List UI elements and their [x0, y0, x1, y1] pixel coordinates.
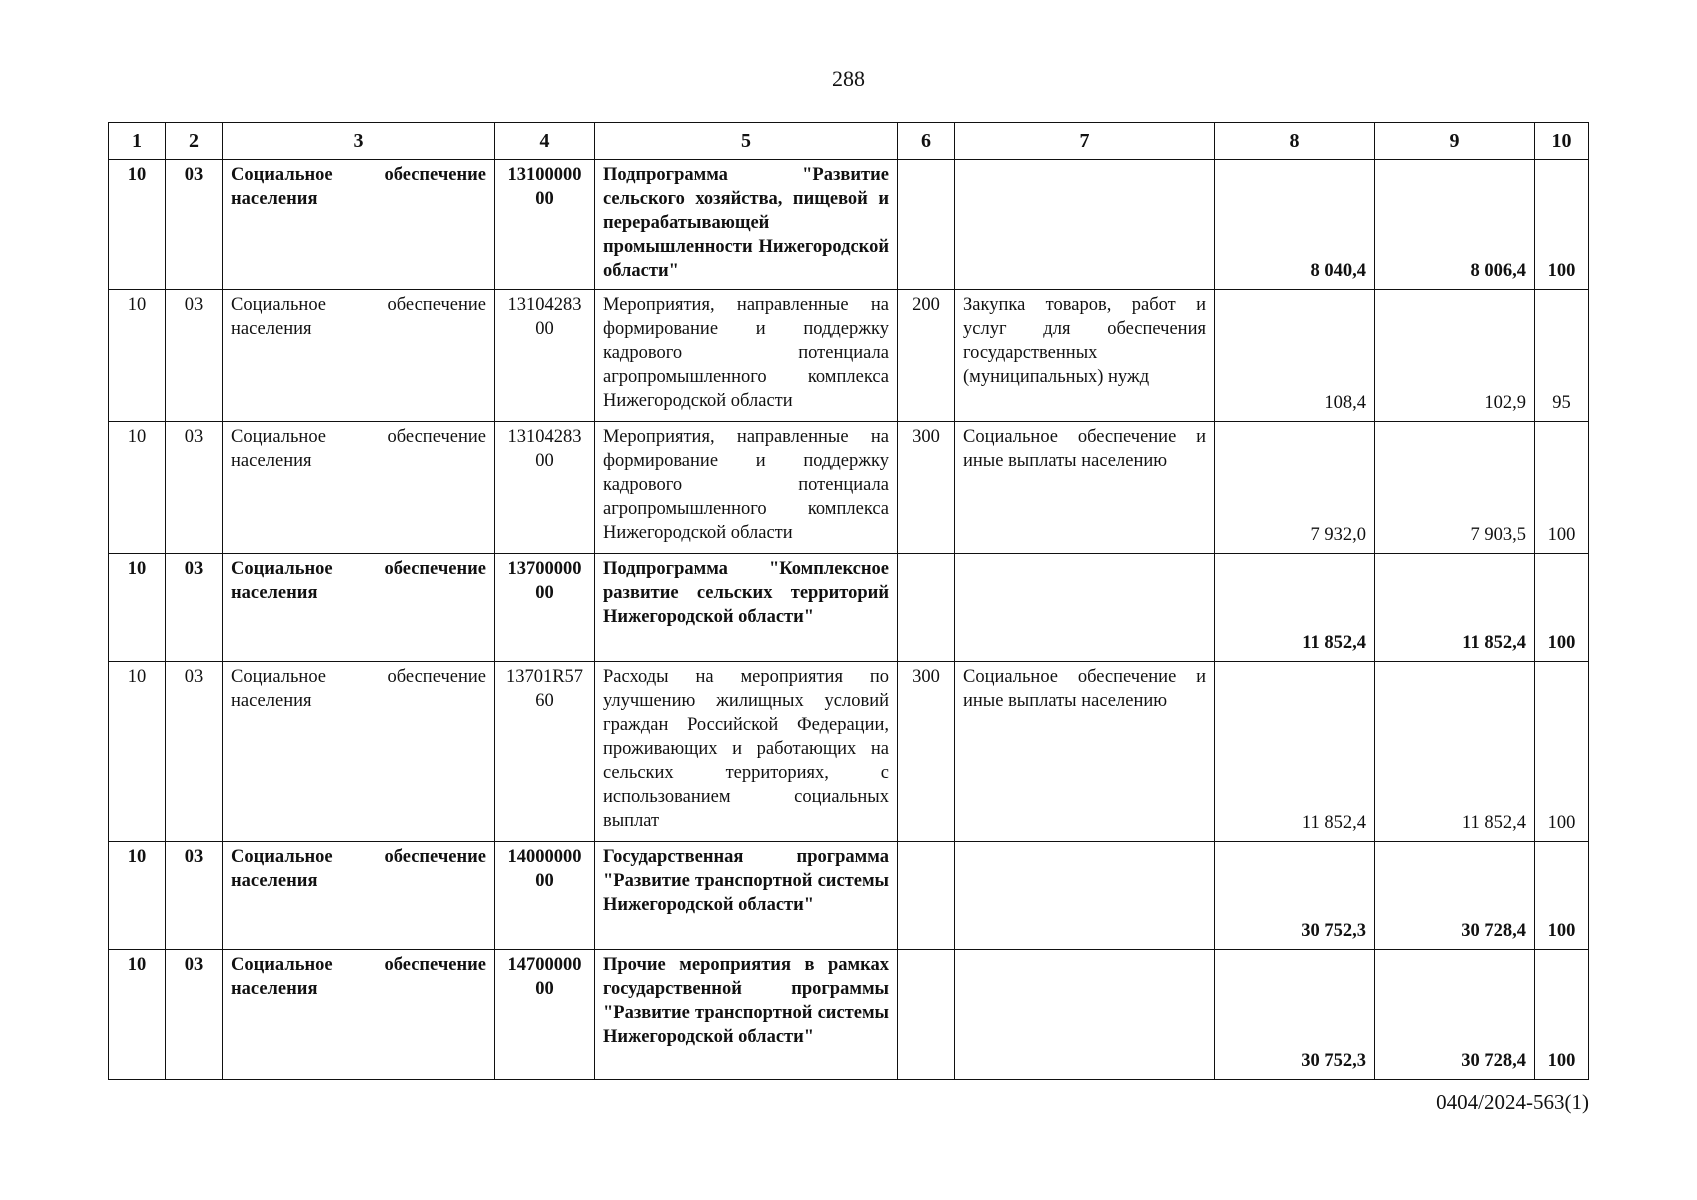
target-article-cell: 1470000000: [495, 950, 595, 1080]
col-header-6: 6: [898, 123, 955, 160]
target-article-cell: 13701R5760: [495, 662, 595, 842]
col-header-5: 5: [595, 123, 898, 160]
section-name-cell: Социальное обеспечение населения: [223, 950, 495, 1080]
subsection-code-cell: 03: [166, 554, 223, 662]
target-article-cell: 1310000000: [495, 160, 595, 290]
section-name-cell: Социальное обеспечение населения: [223, 662, 495, 842]
col-header-10: 10: [1535, 123, 1589, 160]
col-header-9: 9: [1375, 123, 1535, 160]
planned-amount-cell: 8 040,4: [1215, 160, 1375, 290]
section-code-cell: 10: [109, 160, 166, 290]
article-name-cell: Мероприятия, направленные на формирование и поддержку кадрового потенциала агропромышленного комплекса Нижегородской области: [595, 290, 898, 422]
article-name-cell: Подпрограмма "Комплексное развитие сельских территорий Нижегородской области": [595, 554, 898, 662]
target-article-cell: 1370000000: [495, 554, 595, 662]
target-article-cell: 1400000000: [495, 842, 595, 950]
article-name-cell: Государственная программа "Развитие транспортной системы Нижегородской области": [595, 842, 898, 950]
expense-type-code-cell: 300: [898, 422, 955, 554]
table-row: [109, 160, 1589, 290]
actual-amount-cell: 8 006,4: [1375, 160, 1535, 290]
expense-type-name-cell: [955, 160, 1215, 290]
table-row: [109, 842, 1589, 950]
planned-amount-cell: 11 852,4: [1215, 554, 1375, 662]
page-number: 288: [832, 66, 865, 91]
actual-amount-cell: 11 852,4: [1375, 554, 1535, 662]
execution-percent-cell: 100: [1535, 422, 1589, 554]
col-header-4: 4: [495, 123, 595, 160]
expense-type-code-cell: [898, 160, 955, 290]
expense-type-name-cell: [955, 842, 1215, 950]
execution-percent-cell: 100: [1535, 842, 1589, 950]
target-article-cell: 1310428300: [495, 290, 595, 422]
execution-percent-cell: 100: [1535, 950, 1589, 1080]
section-code-cell: 10: [109, 950, 166, 1080]
col-header-2: 2: [166, 123, 223, 160]
section-name-cell: Социальное обеспечение населения: [223, 290, 495, 422]
section-name-cell: Социальное обеспечение населения: [223, 842, 495, 950]
article-name-cell: Мероприятия, направленные на формирование и поддержку кадрового потенциала агропромышленного комплекса Нижегородской области: [595, 422, 898, 554]
subsection-code-cell: 03: [166, 662, 223, 842]
actual-amount-cell: 102,9: [1375, 290, 1535, 422]
execution-percent-cell: 100: [1535, 662, 1589, 842]
expense-type-name-cell: Социальное обеспечение и иные выплаты населению: [955, 662, 1215, 842]
table-row: [109, 422, 1589, 554]
expense-type-name-cell: Закупка товаров, работ и услуг для обеспечения государственных (муниципальных) нужд: [955, 290, 1215, 422]
expense-type-code-cell: 200: [898, 290, 955, 422]
section-name-cell: Социальное обеспечение населения: [223, 422, 495, 554]
subsection-code-cell: 03: [166, 160, 223, 290]
actual-amount-cell: 30 728,4: [1375, 842, 1535, 950]
section-name-cell: Социальное обеспечение населения: [223, 554, 495, 662]
section-code-cell: 10: [109, 422, 166, 554]
planned-amount-cell: 30 752,3: [1215, 842, 1375, 950]
table-row: [109, 290, 1589, 422]
planned-amount-cell: 108,4: [1215, 290, 1375, 422]
execution-percent-cell: 100: [1535, 160, 1589, 290]
execution-percent-cell: 95: [1535, 290, 1589, 422]
table-row: [109, 554, 1589, 662]
expense-type-code-cell: [898, 554, 955, 662]
actual-amount-cell: 30 728,4: [1375, 950, 1535, 1080]
subsection-code-cell: 03: [166, 842, 223, 950]
subsection-code-cell: 03: [166, 950, 223, 1080]
section-code-cell: 10: [109, 554, 166, 662]
expense-type-name-cell: Социальное обеспечение и иные выплаты населению: [955, 422, 1215, 554]
section-code-cell: 10: [109, 290, 166, 422]
expense-type-name-cell: [955, 554, 1215, 662]
actual-amount-cell: 7 903,5: [1375, 422, 1535, 554]
article-name-cell: Расходы на мероприятия по улучшению жилищных условий граждан Российской Федерации, проживающих и работающих на сельских территориях, с использованием социальных выплат: [595, 662, 898, 842]
budget-table: [108, 122, 1589, 1080]
col-header-8: 8: [1215, 123, 1375, 160]
subsection-code-cell: 03: [166, 422, 223, 554]
table-row: [109, 950, 1589, 1080]
expense-type-name-cell: [955, 950, 1215, 1080]
col-header-1: 1: [109, 123, 166, 160]
subsection-code-cell: 03: [166, 290, 223, 422]
planned-amount-cell: 11 852,4: [1215, 662, 1375, 842]
planned-amount-cell: 30 752,3: [1215, 950, 1375, 1080]
col-header-7: 7: [955, 123, 1215, 160]
expense-type-code-cell: 300: [898, 662, 955, 842]
table-row: [109, 662, 1589, 842]
document-code: 0404/2024-563(1): [1436, 1090, 1589, 1114]
execution-percent-cell: 100: [1535, 554, 1589, 662]
section-code-cell: 10: [109, 662, 166, 842]
article-name-cell: Подпрограмма "Развитие сельского хозяйства, пищевой и перерабатывающей промышленности Нижегородской области": [595, 160, 898, 290]
section-name-cell: Социальное обеспечение населения: [223, 160, 495, 290]
header-row: [109, 123, 1589, 160]
actual-amount-cell: 11 852,4: [1375, 662, 1535, 842]
expense-type-code-cell: [898, 950, 955, 1080]
target-article-cell: 1310428300: [495, 422, 595, 554]
expense-type-code-cell: [898, 842, 955, 950]
section-code-cell: 10: [109, 842, 166, 950]
article-name-cell: Прочие мероприятия в рамках государственной программы "Развитие транспортной системы Нижегородской области": [595, 950, 898, 1080]
planned-amount-cell: 7 932,0: [1215, 422, 1375, 554]
col-header-3: 3: [223, 123, 495, 160]
